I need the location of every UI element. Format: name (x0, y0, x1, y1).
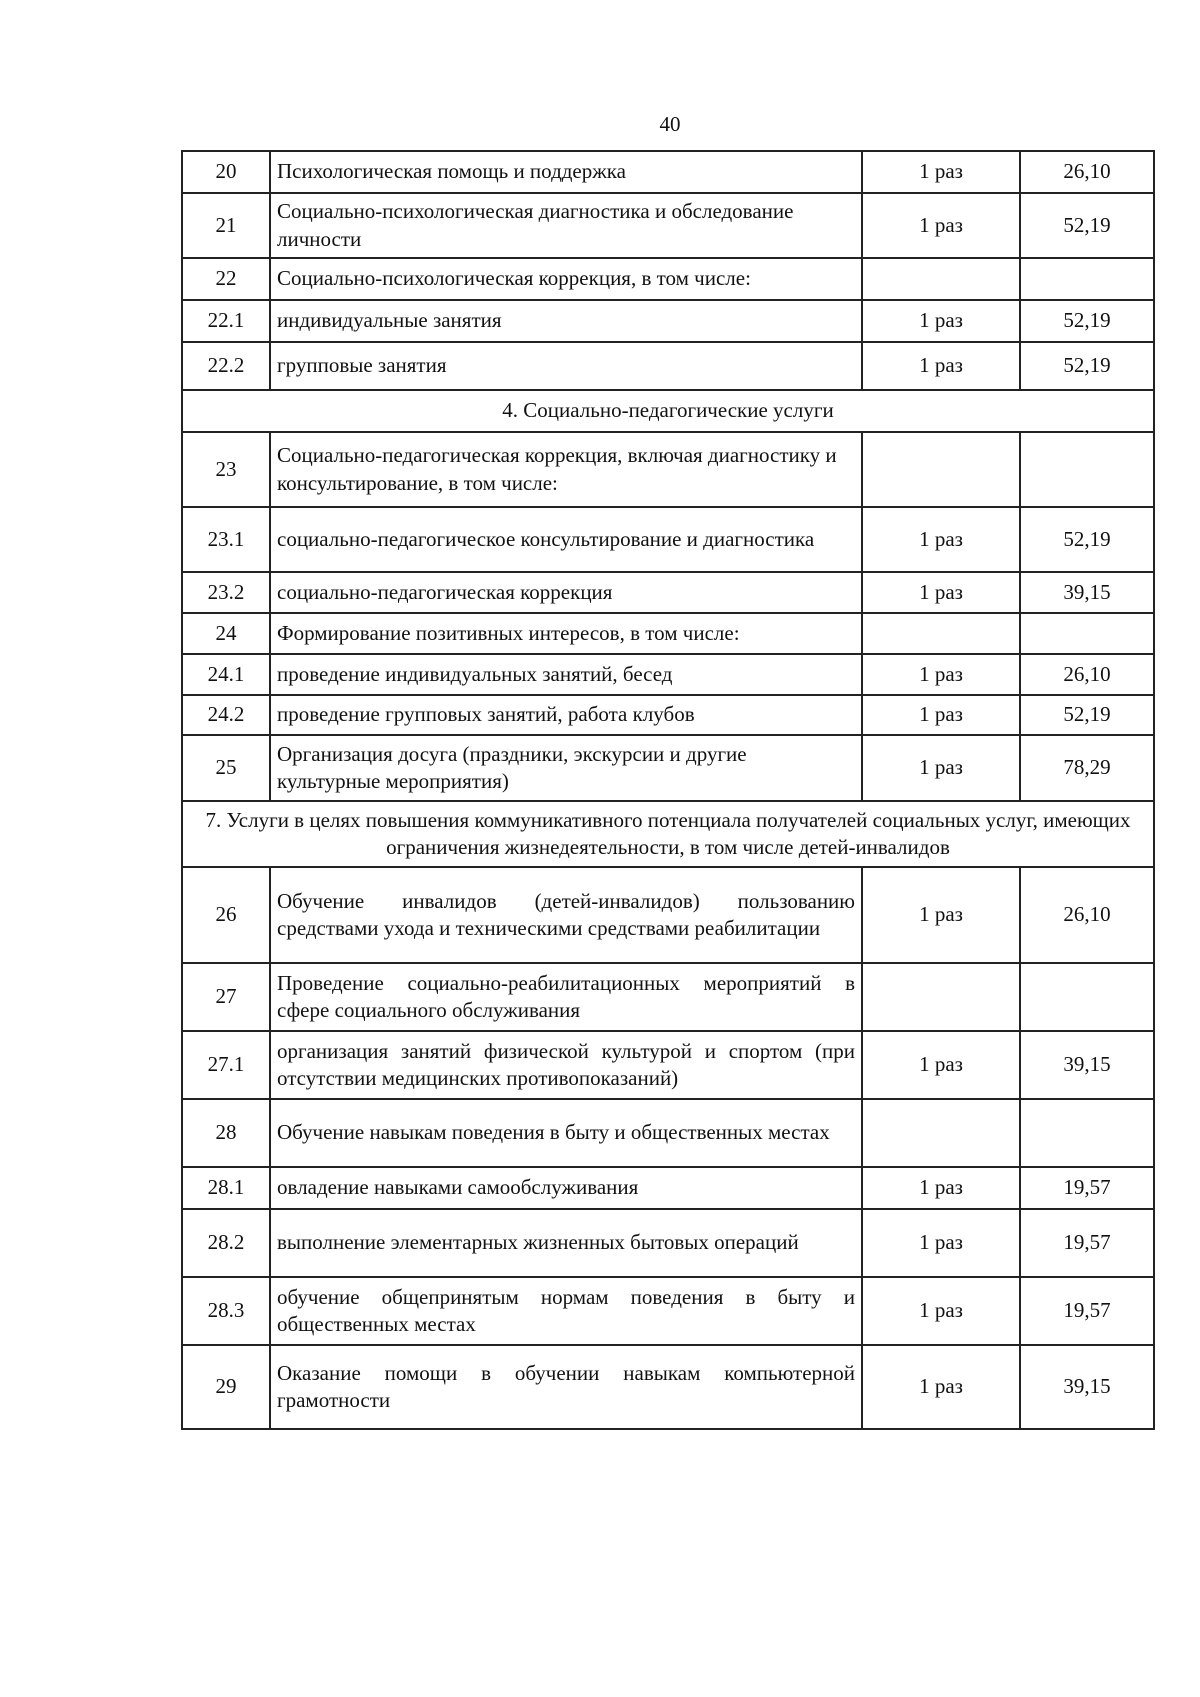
service-price: 78,29 (1020, 735, 1154, 801)
service-price (1020, 963, 1154, 1031)
service-frequency: 1 раз (862, 507, 1020, 572)
page-number: 40 (659, 112, 681, 136)
service-frequency: 1 раз (862, 1277, 1020, 1345)
service-name: Формирование позитивных интересов, в том числе: (270, 613, 862, 654)
row-number: 24.2 (182, 695, 270, 735)
service-price: 19,57 (1020, 1209, 1154, 1277)
row-number: 23.2 (182, 572, 270, 613)
table-row (182, 151, 1154, 193)
row-number: 22.1 (182, 300, 270, 342)
service-frequency: 1 раз (862, 867, 1020, 963)
table-row (182, 1167, 1154, 1209)
service-name: социально-педагогическая коррекция (270, 572, 862, 613)
service-frequency: 1 раз (862, 695, 1020, 735)
row-number: 25 (182, 735, 270, 801)
service-frequency: 1 раз (862, 572, 1020, 613)
service-name: Социально-психологическая диагностика и обследование личности (270, 193, 862, 258)
row-number: 28.2 (182, 1209, 270, 1277)
row-number: 22 (182, 258, 270, 300)
table-row (182, 735, 1154, 801)
service-price (1020, 432, 1154, 507)
service-frequency: 1 раз (862, 1031, 1020, 1099)
table-row (182, 507, 1154, 572)
service-price: 39,15 (1020, 1345, 1154, 1429)
service-price: 26,10 (1020, 151, 1154, 193)
service-price (1020, 1099, 1154, 1167)
row-number: 20 (182, 151, 270, 193)
service-name: Организация досуга (праздники, экскурсии и другие культурные мероприятия) (270, 735, 862, 801)
service-name: Социально-психологическая коррекция, в том числе: (270, 258, 862, 300)
section-heading: 7. Услуги в целях повышения коммуникативного потенциала получателей социальных услуг, имеющих ограничения жизнедеятельности, в том числе детей-инвалидов (182, 801, 1154, 867)
service-frequency (862, 1099, 1020, 1167)
service-frequency: 1 раз (862, 1167, 1020, 1209)
service-frequency: 1 раз (862, 1209, 1020, 1277)
service-name: проведение групповых занятий, работа клубов (270, 695, 862, 735)
row-number: 24.1 (182, 654, 270, 695)
section-row (182, 390, 1154, 432)
row-number: 27.1 (182, 1031, 270, 1099)
service-frequency: 1 раз (862, 300, 1020, 342)
row-number: 21 (182, 193, 270, 258)
section-heading: 4. Социально-педагогические услуги (182, 390, 1154, 432)
services-table (181, 150, 1155, 1430)
service-frequency (862, 432, 1020, 507)
service-name: Обучение навыкам поведения в быту и общественных местах (270, 1099, 862, 1167)
table-row (182, 613, 1154, 654)
service-price: 26,10 (1020, 867, 1154, 963)
table-row (182, 432, 1154, 507)
service-price: 52,19 (1020, 342, 1154, 390)
service-name: индивидуальные занятия (270, 300, 862, 342)
service-price: 19,57 (1020, 1167, 1154, 1209)
service-name: групповые занятия (270, 342, 862, 390)
service-price (1020, 613, 1154, 654)
service-frequency (862, 613, 1020, 654)
service-frequency: 1 раз (862, 1345, 1020, 1429)
table-row (182, 695, 1154, 735)
table-row (182, 193, 1154, 258)
row-number: 28.1 (182, 1167, 270, 1209)
service-name: Социально-педагогическая коррекция, включая диагностику и консультирование, в том числе: (270, 432, 862, 507)
service-frequency: 1 раз (862, 735, 1020, 801)
row-number: 24 (182, 613, 270, 654)
service-price: 39,15 (1020, 572, 1154, 613)
service-name: обучение общепринятым нормам поведения в быту и общественных местах (270, 1277, 862, 1345)
service-frequency (862, 963, 1020, 1031)
table-row (182, 1209, 1154, 1277)
row-number: 23 (182, 432, 270, 507)
table-row (182, 963, 1154, 1031)
service-name: Оказание помощи в обучении навыкам компьютерной грамотности (270, 1345, 862, 1429)
table-row (182, 342, 1154, 390)
service-price: 52,19 (1020, 507, 1154, 572)
table-row (182, 1345, 1154, 1429)
service-name: овладение навыками самообслуживания (270, 1167, 862, 1209)
service-price: 52,19 (1020, 300, 1154, 342)
table-row (182, 258, 1154, 300)
service-name: проведение индивидуальных занятий, бесед (270, 654, 862, 695)
table-row (182, 572, 1154, 613)
table-row (182, 654, 1154, 695)
service-name: выполнение элементарных жизненных бытовых операций (270, 1209, 862, 1277)
row-number: 23.1 (182, 507, 270, 572)
service-price: 39,15 (1020, 1031, 1154, 1099)
table-row (182, 1031, 1154, 1099)
service-name: организация занятий физической культурой и спортом (при отсутствии медицинских противопоказаний) (270, 1031, 862, 1099)
service-name: Психологическая помощь и поддержка (270, 151, 862, 193)
row-number: 22.2 (182, 342, 270, 390)
service-frequency (862, 258, 1020, 300)
service-name: Проведение социально-реабилитационных мероприятий в сфере социального обслуживания (270, 963, 862, 1031)
service-price: 52,19 (1020, 695, 1154, 735)
service-frequency: 1 раз (862, 654, 1020, 695)
service-frequency: 1 раз (862, 342, 1020, 390)
table-row (182, 1099, 1154, 1167)
table-row (182, 867, 1154, 963)
service-price (1020, 258, 1154, 300)
row-number: 27 (182, 963, 270, 1031)
service-frequency: 1 раз (862, 151, 1020, 193)
row-number: 26 (182, 867, 270, 963)
service-name: социально-педагогическое консультирование и диагностика (270, 507, 862, 572)
table-row (182, 1277, 1154, 1345)
service-frequency: 1 раз (862, 193, 1020, 258)
service-price: 19,57 (1020, 1277, 1154, 1345)
row-number: 28 (182, 1099, 270, 1167)
service-price: 26,10 (1020, 654, 1154, 695)
table-row (182, 300, 1154, 342)
row-number: 28.3 (182, 1277, 270, 1345)
service-price: 52,19 (1020, 193, 1154, 258)
service-name: Обучение инвалидов (детей-инвалидов) пользованию средствами ухода и техническими средствами реабилитации (270, 867, 862, 963)
row-number: 29 (182, 1345, 270, 1429)
section-row (182, 801, 1154, 867)
